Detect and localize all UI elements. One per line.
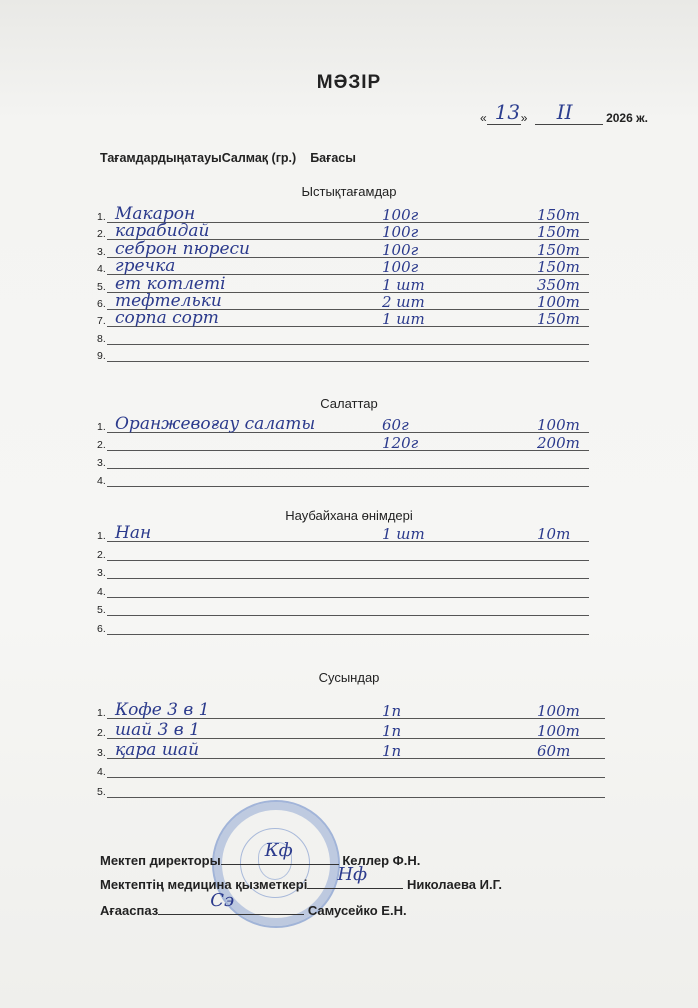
row-price: 350т	[537, 275, 580, 294]
row-number: 5.	[97, 786, 106, 799]
row-number: 6.	[97, 298, 106, 310]
row-dish-name: карабидай	[115, 221, 210, 242]
row-line	[107, 797, 605, 798]
menu-row	[97, 454, 589, 470]
row-weight: 60г	[382, 416, 409, 434]
row-weight: 120г	[382, 434, 419, 452]
row-price: 150т	[537, 240, 580, 259]
header-name-weight: ТағамдардыңатауыСалмақ (гр.)	[100, 151, 297, 165]
row-number: 6.	[97, 623, 106, 635]
menu-row	[97, 719, 605, 740]
menu-row	[97, 620, 589, 636]
row-dish-name: Нан	[115, 523, 152, 543]
row-number: 5.	[97, 280, 106, 293]
row-number: 3.	[97, 245, 106, 258]
row-number: 4.	[97, 475, 106, 487]
signature-scribble-icon: Сэ	[210, 890, 235, 911]
row-price: 100т	[537, 416, 580, 434]
row-line	[107, 486, 589, 487]
row-line	[107, 634, 589, 635]
menu-row	[97, 436, 589, 452]
row-number: 4.	[97, 263, 106, 276]
row-number: 2.	[97, 439, 106, 451]
row-number: 4.	[97, 585, 106, 598]
date-open-quote: «	[480, 111, 487, 125]
date-day: 13	[494, 100, 521, 124]
menu-row	[97, 308, 589, 329]
date-close-quote: »	[520, 111, 528, 125]
row-dish-name: тефтельки	[115, 291, 222, 311]
row-line	[107, 597, 589, 598]
row-price: 100т	[537, 293, 580, 311]
row-line	[107, 361, 589, 362]
row-number: 5.	[97, 604, 106, 617]
signature-director	[100, 840, 421, 868]
menu-row	[97, 564, 589, 580]
menu-row	[97, 472, 589, 488]
row-dish-name: ет котлеті	[115, 273, 226, 294]
date-year: 2026 ж.	[606, 111, 648, 125]
row-dish-name: Оранжевоғау салаты	[115, 414, 316, 434]
row-number: 1.	[97, 707, 106, 719]
row-dish-name: қара шай	[115, 739, 200, 760]
row-price: 100т	[537, 702, 580, 720]
row-number: 1.	[97, 421, 106, 433]
menu-row	[97, 414, 589, 434]
row-number: 2.	[97, 726, 106, 739]
row-weight: 1п	[382, 721, 402, 740]
row-dish-name: Кофе 3 в 1	[115, 700, 210, 720]
table-header	[100, 151, 356, 165]
date-month: II	[556, 100, 573, 124]
menu-row	[97, 601, 589, 617]
row-number: 7.	[97, 315, 106, 328]
signature-medic	[100, 864, 502, 892]
signature-role: Мектеп директоры	[100, 853, 221, 868]
row-line	[107, 777, 605, 778]
signature-chef	[100, 890, 407, 918]
signature-name: Келлер Ф.Н.	[342, 853, 421, 868]
row-price: 100т	[537, 721, 580, 740]
row-number: 1.	[97, 530, 106, 542]
row-number: 1.	[97, 211, 106, 223]
signature-name: Николаева И.Г.	[406, 877, 502, 892]
signature-line	[221, 840, 339, 865]
row-weight: 100г	[382, 240, 419, 259]
row-weight: 1 шт	[382, 275, 425, 294]
row-dish-name: себрон пюреси	[115, 238, 251, 259]
row-price: 150т	[537, 258, 580, 277]
row-dish-name: гречка	[115, 256, 176, 277]
menu-row	[97, 763, 605, 779]
row-number: 3.	[97, 567, 106, 580]
row-price: 200т	[537, 434, 580, 452]
row-weight: 100г	[382, 206, 419, 224]
row-number: 2.	[97, 228, 106, 241]
row-line	[107, 578, 589, 579]
row-line	[107, 468, 589, 469]
row-weight: 1 шт	[382, 525, 425, 543]
row-number: 4.	[97, 766, 106, 779]
row-line	[107, 560, 589, 561]
row-line	[107, 615, 589, 616]
menu-row	[97, 330, 589, 346]
row-weight: 100г	[382, 223, 419, 242]
row-dish-name: сорпа сорт	[115, 308, 219, 329]
row-dish-name: шай 3 в 1	[115, 719, 200, 740]
row-line	[107, 344, 589, 345]
date-day-field	[487, 100, 521, 125]
row-number: 9.	[97, 350, 106, 363]
row-number: 2.	[97, 548, 106, 561]
row-price: 150т	[537, 223, 580, 242]
row-line	[107, 450, 589, 451]
menu-row	[97, 583, 589, 599]
page-title: МӘЗІР	[316, 72, 382, 93]
signature-role: Ағааспаз	[100, 903, 159, 918]
row-line	[107, 541, 589, 542]
row-number: 3.	[97, 746, 106, 759]
row-number: 8.	[97, 332, 106, 345]
section-title-hot-dishes: Ыстықтағамдар	[301, 184, 397, 199]
row-weight: 1п	[382, 702, 402, 720]
row-weight: 100г	[382, 258, 419, 277]
row-weight: 2 шт	[382, 293, 425, 311]
signature-line	[307, 864, 403, 889]
row-number: 3.	[97, 457, 106, 469]
row-price: 60т	[537, 741, 571, 760]
signature-scribble-icon: Нф	[337, 864, 368, 885]
signature-name: Самусейко Е.Н.	[307, 903, 407, 918]
section-title-drinks: Сусындар	[318, 670, 380, 685]
row-dish-name: Макарон	[115, 204, 196, 224]
menu-row	[97, 546, 589, 562]
signature-role: Мектептің медицина қызметкері	[100, 877, 308, 892]
menu-row	[97, 739, 605, 760]
row-weight: 1 шт	[382, 310, 425, 329]
menu-row	[97, 700, 605, 720]
row-weight: 1п	[382, 741, 402, 760]
signature-scribble-icon: Кф	[264, 840, 293, 861]
section-title-bakery: Наубайхана өнімдері	[285, 508, 413, 523]
row-price: 150т	[537, 206, 580, 224]
menu-row	[97, 523, 589, 543]
header-price: Бағасы	[310, 151, 356, 165]
signature-line	[158, 890, 304, 915]
date-month-field	[535, 100, 603, 125]
row-price: 150т	[537, 310, 580, 329]
section-title-salads: Салаттар	[320, 396, 378, 411]
date-line	[480, 100, 648, 125]
row-price: 10т	[537, 525, 571, 543]
menu-row	[97, 783, 605, 799]
menu-row	[97, 347, 589, 363]
